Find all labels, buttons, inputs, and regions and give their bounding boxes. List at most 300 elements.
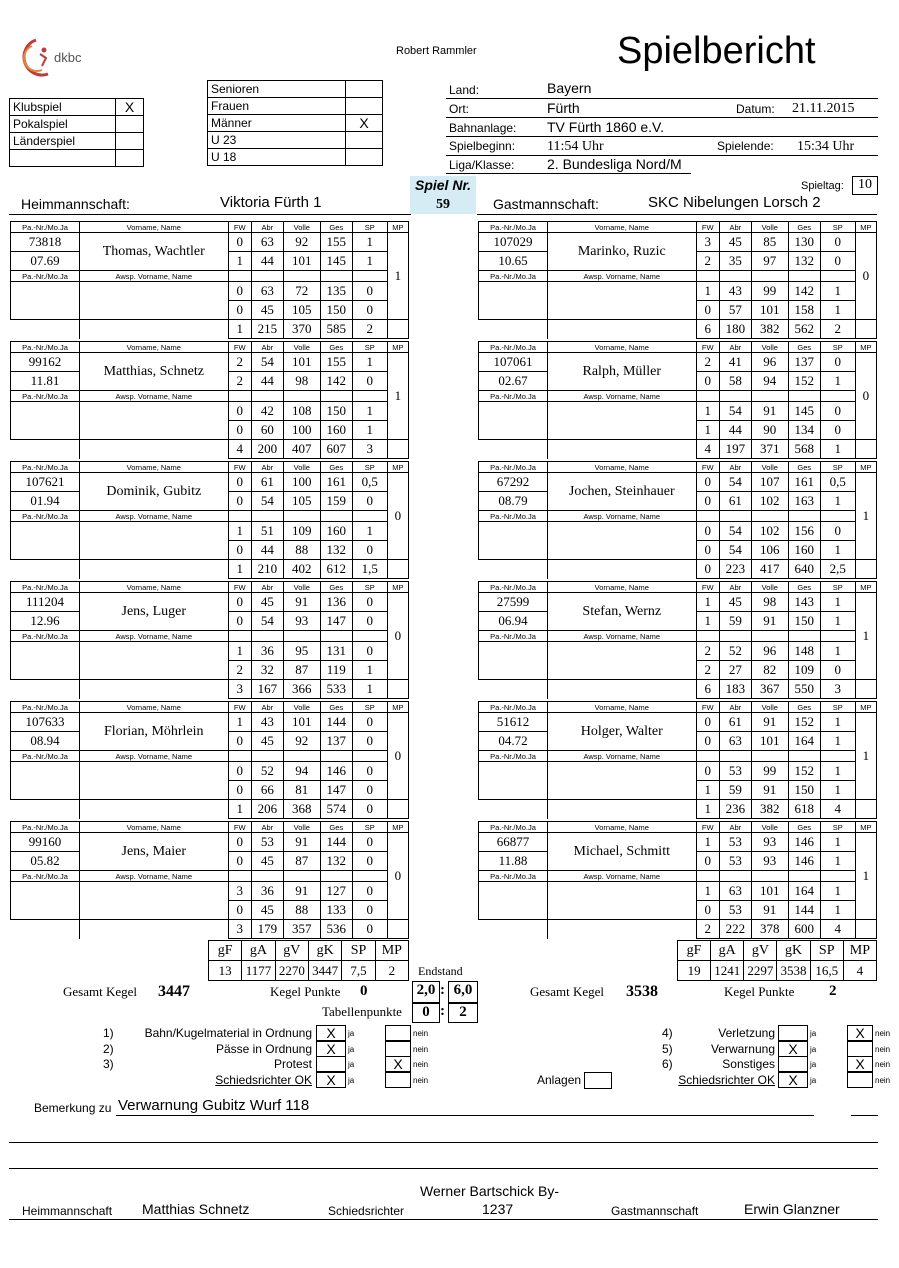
home-player-block xyxy=(10,461,409,581)
nein-box[interactable]: X xyxy=(847,1025,873,1041)
empty-cell xyxy=(320,751,352,762)
empty-cell xyxy=(547,920,696,939)
score-cell: 87 xyxy=(283,852,320,871)
empty-cell xyxy=(751,751,788,762)
score-cell: 142 xyxy=(320,372,352,391)
spielart-row xyxy=(10,116,144,133)
nein-label: nein xyxy=(875,1044,891,1054)
total-cell: 4 xyxy=(696,440,719,459)
spieltag-label: Spieltag: xyxy=(801,180,844,192)
totals-value: 3538 xyxy=(777,961,810,981)
nein-box[interactable] xyxy=(385,1072,411,1088)
total-row xyxy=(11,920,409,939)
awsp-header-row xyxy=(11,871,409,882)
col-header-sp: SP xyxy=(820,222,855,233)
col-header-volle: Volle xyxy=(751,222,788,233)
ja-label: ja xyxy=(348,1029,355,1038)
total-row xyxy=(479,440,877,459)
ja-label: ja xyxy=(348,1060,355,1069)
score-cell: 1 xyxy=(820,852,855,871)
score-cell: 145 xyxy=(320,252,352,271)
total-cell: 4 xyxy=(820,800,855,819)
empty-cell xyxy=(479,440,548,459)
check-label: Verwarnung xyxy=(710,1041,775,1056)
score-cell: 150 xyxy=(788,781,820,800)
totals-header: gA xyxy=(711,941,744,961)
score-cell: 45 xyxy=(251,732,283,751)
nein-label: nein xyxy=(413,1044,429,1054)
score-cell: 91 xyxy=(751,781,788,800)
total-cell: 167 xyxy=(251,680,283,699)
empty-cell xyxy=(547,560,696,579)
score-cell: 61 xyxy=(719,492,751,511)
empty-cell xyxy=(479,560,548,579)
game-row xyxy=(11,713,409,732)
ja-box[interactable]: X xyxy=(778,1072,808,1088)
empty-cell xyxy=(788,751,820,762)
score-cell: 144 xyxy=(788,901,820,920)
totals-header: SP xyxy=(342,941,375,961)
awsp-header-row xyxy=(11,391,409,402)
score-cell: 102 xyxy=(751,522,788,541)
score-cell: 2 xyxy=(696,252,719,271)
header-row xyxy=(479,582,877,593)
score-cell: 96 xyxy=(751,353,788,372)
ja-box[interactable] xyxy=(316,1056,346,1072)
score-cell: 119 xyxy=(320,661,352,680)
col-header-pa: Pa.-Nr./Mo.Ja xyxy=(11,631,80,642)
score-cell: 1 xyxy=(696,593,719,612)
col-header-pa: Pa.-Nr./Mo.Ja xyxy=(479,871,548,882)
gast-sign-name: Erwin Glanzner xyxy=(744,1201,840,1217)
col-header-volle: Volle xyxy=(283,822,320,833)
spielart-row xyxy=(10,133,144,150)
score-cell: 0 xyxy=(228,852,251,871)
total-cell: 550 xyxy=(788,680,820,699)
game-row xyxy=(11,882,409,901)
score-cell: 93 xyxy=(751,833,788,852)
beginn-label: Spielbeginn: xyxy=(449,139,516,153)
col-header-ges: Ges xyxy=(788,222,820,233)
score-cell: 1 xyxy=(820,642,855,661)
score-cell: 45 xyxy=(251,301,283,320)
home-gesamt-label: Gesamt Kegel xyxy=(63,984,138,999)
total-cell: 585 xyxy=(320,320,352,339)
klasse-label: U 18 xyxy=(208,149,346,166)
spielart-mark: X xyxy=(116,99,144,116)
birth-month-year: 01.94 xyxy=(11,492,80,511)
score-cell: 53 xyxy=(719,852,751,871)
logo-text: dkbc xyxy=(54,50,82,65)
away-totals-table xyxy=(677,940,877,981)
col-header-pa: Pa.-Nr./Mo.Ja xyxy=(11,822,80,833)
check-number: 2) xyxy=(103,1041,114,1056)
score-cell: 0,5 xyxy=(820,473,855,492)
schiri-name: Werner Bartschick By- xyxy=(420,1183,559,1199)
score-cell: 134 xyxy=(788,421,820,440)
col-header-fw: FW xyxy=(228,462,251,473)
totals-value: 3447 xyxy=(308,961,341,981)
score-cell: 0 xyxy=(228,762,251,781)
col-header-pa: Pa.-Nr./Mo.Ja xyxy=(11,271,80,282)
col-header-name: Vorname, Name xyxy=(79,462,228,473)
score-cell: 2 xyxy=(228,353,251,372)
col-header-sp: SP xyxy=(352,702,387,713)
empty-cell xyxy=(283,271,320,282)
score-cell: 44 xyxy=(251,252,283,271)
score-cell: 0 xyxy=(228,421,251,440)
col-header-ges: Ges xyxy=(320,582,352,593)
total-cell: 536 xyxy=(320,920,352,939)
total-cell: 371 xyxy=(751,440,788,459)
spielart-label: Länderspiel xyxy=(10,133,116,150)
empty-cell xyxy=(855,800,876,819)
score-cell: 1 xyxy=(352,252,387,271)
score-separator: : xyxy=(440,982,445,998)
spielart-label xyxy=(10,150,116,167)
score-cell: 105 xyxy=(283,301,320,320)
score-cell: 160 xyxy=(320,421,352,440)
away-player-block xyxy=(478,341,877,461)
score-cell: 132 xyxy=(320,852,352,871)
pass-number: 107621 xyxy=(11,473,80,492)
check-label: Schiedsrichter OK xyxy=(215,1072,312,1087)
score-cell: 72 xyxy=(283,282,320,301)
bemerkung-label: Bemerkung zu xyxy=(34,1101,112,1115)
score-cell: 0 xyxy=(228,833,251,852)
nein-box[interactable] xyxy=(385,1041,411,1057)
score-cell: 132 xyxy=(320,541,352,560)
empty-cell xyxy=(352,631,387,642)
col-header-name: Vorname, Name xyxy=(79,822,228,833)
score-cell: 107 xyxy=(751,473,788,492)
score-cell: 152 xyxy=(788,713,820,732)
empty-cell xyxy=(228,511,251,522)
score-cell: 99 xyxy=(751,762,788,781)
empty-cell xyxy=(11,440,80,459)
header-row xyxy=(479,822,877,833)
away-player-block xyxy=(478,701,877,821)
empty-cell xyxy=(751,631,788,642)
col-header-name: Vorname, Name xyxy=(79,702,228,713)
awsp-pa xyxy=(11,282,80,320)
awsp-pa xyxy=(479,402,548,440)
score-cell: 160 xyxy=(788,541,820,560)
col-header-abr: Abr xyxy=(719,342,751,353)
score-cell: 45 xyxy=(251,593,283,612)
score-cell: 150 xyxy=(320,402,352,421)
col-header-awsp: Awsp. Vorname, Name xyxy=(547,751,696,762)
empty-cell xyxy=(387,800,408,819)
ja-box[interactable]: X xyxy=(316,1041,346,1057)
score-cell: 131 xyxy=(320,642,352,661)
klasse-mark xyxy=(346,81,383,98)
score-cell: 91 xyxy=(283,833,320,852)
match-point: 0 xyxy=(387,473,408,560)
score-cell: 160 xyxy=(320,522,352,541)
score-cell: 0 xyxy=(228,612,251,631)
score-cell: 143 xyxy=(788,593,820,612)
bemerkung-text: Verwarnung Gubitz Wurf 118 xyxy=(118,1097,310,1114)
empty-cell xyxy=(855,920,876,939)
score-cell: 94 xyxy=(751,372,788,391)
score-cell: 51 xyxy=(251,522,283,541)
score-cell: 0 xyxy=(696,762,719,781)
away-player-block xyxy=(478,221,877,341)
score-cell: 1 xyxy=(820,882,855,901)
klasse-label: Senioren xyxy=(208,81,346,98)
home-player-block xyxy=(10,821,409,941)
total-cell: 0 xyxy=(352,920,387,939)
score-cell: 0 xyxy=(352,612,387,631)
header-row xyxy=(11,702,409,713)
header-row xyxy=(479,222,877,233)
nein-box[interactable] xyxy=(847,1072,873,1088)
col-header-name: Vorname, Name xyxy=(547,222,696,233)
empty-cell xyxy=(696,631,719,642)
klasse-row xyxy=(208,81,383,98)
col-header-pa: Pa.-Nr./Mo.Ja xyxy=(11,511,80,522)
player-name: Jens, Maier xyxy=(79,833,228,871)
score-cell: 101 xyxy=(751,732,788,751)
spielart-label: Klubspiel xyxy=(10,99,116,116)
nein-box[interactable]: X xyxy=(385,1056,411,1072)
total-cell: 382 xyxy=(751,320,788,339)
nein-label: nein xyxy=(875,1029,891,1038)
col-header-mp: MP xyxy=(387,462,408,473)
score-cell: 85 xyxy=(751,233,788,252)
empty-cell xyxy=(11,560,80,579)
empty-cell xyxy=(820,271,855,282)
totals-header: gV xyxy=(275,941,308,961)
total-cell: 0 xyxy=(352,800,387,819)
col-header-pa: Pa.-Nr./Mo.Ja xyxy=(479,511,548,522)
score-cell: 1 xyxy=(696,282,719,301)
total-cell: 3 xyxy=(820,680,855,699)
ja-box[interactable] xyxy=(778,1056,808,1072)
score-cell: 66 xyxy=(251,781,283,800)
score-cell: 1 xyxy=(820,732,855,751)
col-header-fw: FW xyxy=(696,702,719,713)
tab-label: Tabellenpunkte xyxy=(322,1004,402,1019)
score-cell: 1 xyxy=(696,612,719,631)
gast-team: SKC Nibelungen Lorsch 2 xyxy=(648,194,821,211)
game-row xyxy=(11,353,409,372)
score-cell: 0 xyxy=(352,882,387,901)
score-cell: 106 xyxy=(751,541,788,560)
col-header-pa: Pa.-Nr./Mo.Ja xyxy=(479,391,548,402)
match-point: 1 xyxy=(387,233,408,320)
score-cell: 93 xyxy=(283,612,320,631)
away-player-block xyxy=(478,821,877,941)
check-label: Bahn/Kugelmaterial in Ordnung xyxy=(144,1026,312,1040)
spielart-label: Pokalspiel xyxy=(10,116,116,133)
totals-header: gF xyxy=(678,941,711,961)
pass-number: 66877 xyxy=(479,833,548,852)
total-row xyxy=(479,680,877,699)
col-header-awsp: Awsp. Vorname, Name xyxy=(547,271,696,282)
pass-number: 107061 xyxy=(479,353,548,372)
score-cell: 91 xyxy=(751,612,788,631)
away-gesamt-label: Gesamt Kegel xyxy=(530,984,605,999)
bahn-label: Bahnanlage: xyxy=(449,121,517,135)
birth-month-year: 08.79 xyxy=(479,492,548,511)
awsp-name xyxy=(79,402,228,440)
player-name: Marinko, Ruzic xyxy=(547,233,696,271)
score-cell: 137 xyxy=(788,353,820,372)
match-point: 0 xyxy=(387,593,408,680)
total-cell: 6 xyxy=(696,320,719,339)
score-cell: 88 xyxy=(283,901,320,920)
match-point: 0 xyxy=(387,713,408,800)
match-point: 1 xyxy=(855,833,876,920)
match-point: 1 xyxy=(387,353,408,440)
score-cell: 0 xyxy=(696,541,719,560)
awsp-name xyxy=(547,882,696,920)
check-number: 3) xyxy=(103,1057,114,1071)
empty-cell xyxy=(387,440,408,459)
dkbc-logo xyxy=(14,36,94,80)
score-cell: 146 xyxy=(788,852,820,871)
birth-month-year: 05.82 xyxy=(11,852,80,871)
ja-box[interactable] xyxy=(778,1025,808,1041)
match-point: 0 xyxy=(855,353,876,440)
col-header-pa: Pa.-Nr./Mo.Ja xyxy=(11,702,80,713)
gast-sign-label: Gastmannschaft xyxy=(611,1204,699,1218)
totals-value-row xyxy=(209,961,409,981)
score-cell: 1 xyxy=(820,593,855,612)
score-cell: 164 xyxy=(788,732,820,751)
player-name: Florian, Möhrlein xyxy=(79,713,228,751)
score-cell: 44 xyxy=(251,372,283,391)
score-cell: 1 xyxy=(228,522,251,541)
score-cell: 44 xyxy=(251,541,283,560)
home-gesamt-value: 3447 xyxy=(158,983,190,1000)
game-row xyxy=(11,473,409,492)
score-cell: 0 xyxy=(352,713,387,732)
pass-number: 27599 xyxy=(479,593,548,612)
score-cell: 145 xyxy=(788,402,820,421)
col-header-mp: MP xyxy=(387,342,408,353)
land-label: Land: xyxy=(449,83,480,97)
total-cell: 402 xyxy=(283,560,320,579)
score-cell: 1 xyxy=(352,522,387,541)
col-header-abr: Abr xyxy=(251,462,283,473)
col-header-sp: SP xyxy=(352,462,387,473)
ja-box[interactable]: X xyxy=(316,1072,346,1088)
empty-cell xyxy=(11,800,80,819)
home-totals-table xyxy=(208,940,409,981)
ende-label: Spielende: xyxy=(717,139,774,153)
nein-box[interactable]: X xyxy=(847,1056,873,1072)
col-header-name: Vorname, Name xyxy=(547,342,696,353)
empty-cell xyxy=(788,391,820,402)
empty-cell xyxy=(283,871,320,882)
game-row xyxy=(479,593,877,612)
player-name: Jens, Luger xyxy=(79,593,228,631)
score-cell: 3 xyxy=(696,233,719,252)
score-cell: 1 xyxy=(820,282,855,301)
empty-cell xyxy=(855,440,876,459)
score-cell: 152 xyxy=(788,372,820,391)
empty-cell xyxy=(352,391,387,402)
klasse-row xyxy=(208,115,383,132)
empty-cell xyxy=(283,391,320,402)
birth-month-year: 10.65 xyxy=(479,252,548,271)
col-header-abr: Abr xyxy=(251,582,283,593)
player-name: Ralph, Müller xyxy=(547,353,696,391)
score-cell: 0 xyxy=(696,473,719,492)
score-cell: 94 xyxy=(283,762,320,781)
col-header-abr: Abr xyxy=(251,702,283,713)
score-cell: 132 xyxy=(788,252,820,271)
score-cell: 0 xyxy=(820,233,855,252)
score-cell: 0 xyxy=(696,852,719,871)
empty-cell xyxy=(228,631,251,642)
score-cell: 0 xyxy=(228,732,251,751)
away-gesamt-value: 3538 xyxy=(626,983,658,1000)
score-cell: 1 xyxy=(820,713,855,732)
home-player-block xyxy=(10,581,409,701)
ja-box[interactable]: X xyxy=(316,1025,346,1041)
home-player-block xyxy=(10,701,409,821)
total-cell: 574 xyxy=(320,800,352,819)
score-cell: 1 xyxy=(352,661,387,680)
score-cell: 53 xyxy=(719,762,751,781)
col-header-pa: Pa.-Nr./Mo.Ja xyxy=(11,462,80,473)
score-cell: 101 xyxy=(283,353,320,372)
col-header-pa: Pa.-Nr./Mo.Ja xyxy=(479,822,548,833)
score-cell: 0 xyxy=(820,522,855,541)
col-header-fw: FW xyxy=(228,222,251,233)
score-cell: 60 xyxy=(251,421,283,440)
awsp-pa xyxy=(11,762,80,800)
score-cell: 1 xyxy=(696,781,719,800)
game-row xyxy=(479,642,877,661)
total-row xyxy=(11,560,409,579)
empty-cell xyxy=(251,271,283,282)
totals-value-row xyxy=(678,961,877,981)
score-cell: 63 xyxy=(719,882,751,901)
player-name: Stefan, Wernz xyxy=(547,593,696,631)
col-header-fw: FW xyxy=(696,222,719,233)
col-header-fw: FW xyxy=(696,582,719,593)
score-cell: 59 xyxy=(719,781,751,800)
klasse-table xyxy=(207,80,383,166)
empty-cell xyxy=(320,871,352,882)
birth-month-year: 11.88 xyxy=(479,852,548,871)
score-cell: 130 xyxy=(788,233,820,252)
klasse-label: U 23 xyxy=(208,132,346,149)
game-row xyxy=(479,233,877,252)
score-cell: 91 xyxy=(751,402,788,421)
pass-number: 51612 xyxy=(479,713,548,732)
score-cell: 0 xyxy=(696,901,719,920)
ja-box[interactable]: X xyxy=(778,1041,808,1057)
spielart-mark xyxy=(116,150,144,167)
player-table xyxy=(10,461,409,579)
total-cell: 4 xyxy=(820,920,855,939)
nein-box[interactable] xyxy=(847,1041,873,1057)
awsp-pa xyxy=(11,402,80,440)
ja-label: ja xyxy=(348,1075,355,1085)
total-cell: 200 xyxy=(251,440,283,459)
col-header-fw: FW xyxy=(228,342,251,353)
nein-box[interactable] xyxy=(385,1025,411,1041)
score-cell: 57 xyxy=(719,301,751,320)
col-header-awsp: Awsp. Vorname, Name xyxy=(547,631,696,642)
score-cell: 0 xyxy=(696,732,719,751)
